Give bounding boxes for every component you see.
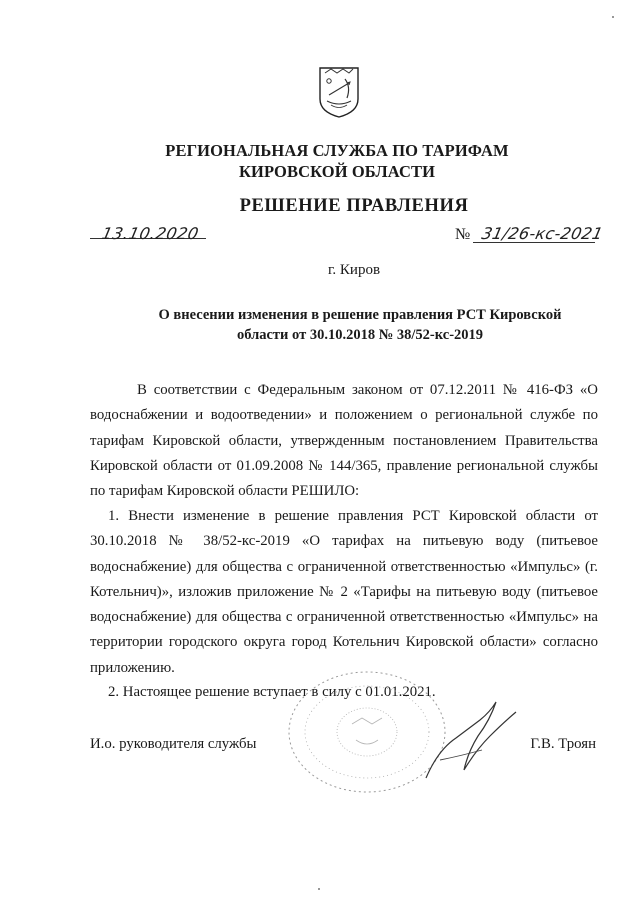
decision-number: 31/26-кс-2021	[479, 224, 605, 243]
number-label: №	[455, 226, 471, 243]
subject-line-1: О внесении изменения в решение правления РСТ Кировской	[158, 307, 562, 323]
handwritten-signature-icon	[420, 690, 530, 790]
scan-speck	[318, 888, 320, 890]
city: г. Киров	[327, 262, 381, 278]
org-line-1: РЕГИОНАЛЬНАЯ СЛУЖБА ПО ТАРИФАМ	[165, 141, 509, 160]
scan-speck	[612, 16, 614, 18]
coat-of-arms-icon	[317, 65, 361, 119]
organization-name	[0, 140, 640, 182]
signatory-position: И.о. руководителя службы	[90, 736, 257, 752]
paragraph-item-2: 2. Настоящее решение вступает в силу с 01.01.2021.	[108, 684, 436, 700]
subject-line-2: области от 30.10.2018 № 38/52-кс-2019	[236, 327, 484, 343]
org-line-2: КИРОВСКОЙ ОБЛАСТИ	[238, 162, 436, 181]
decision-title: РЕШЕНИЕ ПРАВЛЕНИЯ	[239, 196, 469, 216]
paragraph-preamble: В соответствии с Федеральным законом от 07.12.2011 № 416-ФЗ «О водоснабжении и водоотведении» и положением о региональной службе по тарифам Кировской области, утвержденным постановлением Правительства Кировской области от 01.09.2008 № 144/365, правление региональной службы по тарифам Кировской области РЕШИЛО:	[90, 382, 598, 500]
subject-heading	[130, 305, 590, 345]
signatory-name: Г.В. Троян	[530, 736, 596, 752]
paragraph-item-1: 1. Внести изменение в решение правления РСТ Кировской области от 30.10.2018 № 38/52-кс-2019 «О тарифах на питьевую воду (питьевое водоснабжение) для общества с ограниченной ответственностью «Импульс» (г. Котельнич)», изложив приложение № 2 «Тарифы на питьевую воду (питьевое водоснабжение) для общества с ограниченной ответственностью «Импульс» на территории городского округа город Котельнич Кировской области» согласно приложению.	[90, 508, 598, 676]
decision-date: 13.10.2020	[99, 224, 201, 243]
